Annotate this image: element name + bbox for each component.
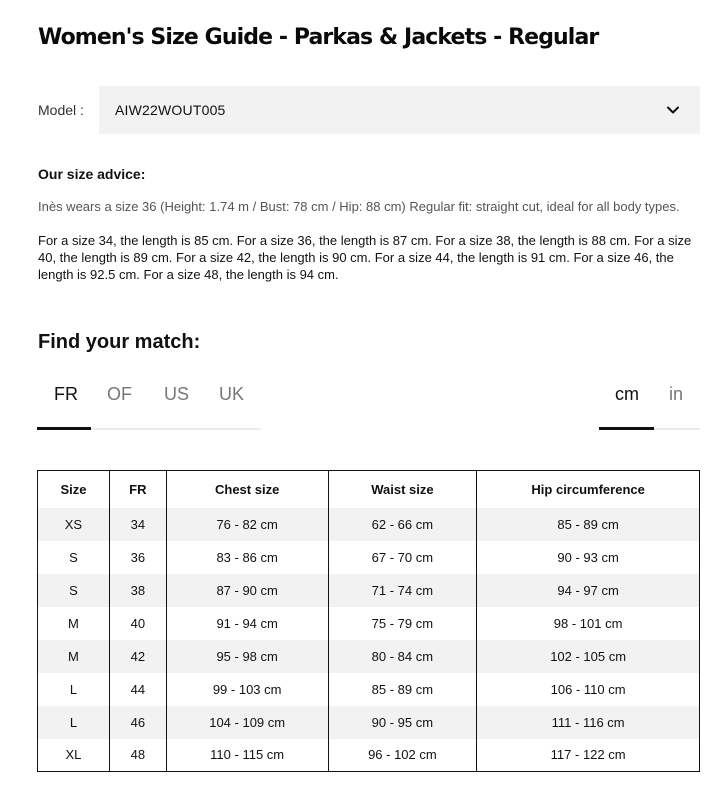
- cell-waist: 80 - 84 cm: [328, 640, 477, 673]
- page-title: Women's Size Guide - Parkas & Jackets - Regular: [38, 25, 599, 50]
- cell-fr: 48: [109, 739, 166, 772]
- table-row: [38, 607, 700, 640]
- table-row: [38, 574, 700, 607]
- cell-fr: 36: [109, 541, 166, 574]
- chevron-down-icon: [666, 103, 680, 117]
- cell-waist: 62 - 66 cm: [328, 508, 477, 541]
- cell-size: XS: [38, 508, 110, 541]
- region-tab-active-indicator: [37, 427, 91, 430]
- table-row: [38, 673, 700, 706]
- cell-size: S: [38, 541, 110, 574]
- header-fr: FR: [109, 471, 166, 508]
- model-label: Model :: [38, 102, 84, 118]
- cell-size: L: [38, 673, 110, 706]
- tab-region-uk[interactable]: UK: [219, 384, 245, 404]
- cell-waist: 85 - 89 cm: [328, 673, 477, 706]
- cell-hip: 85 - 89 cm: [477, 508, 700, 541]
- cell-fr: 34: [109, 508, 166, 541]
- cell-chest: 83 - 86 cm: [166, 541, 328, 574]
- table-row: [38, 739, 700, 772]
- cell-chest: 110 - 115 cm: [166, 739, 328, 772]
- model-select-value: AIW22WOUT005: [115, 102, 226, 118]
- table-row: [38, 706, 700, 739]
- cell-waist: 67 - 70 cm: [328, 541, 477, 574]
- cell-hip: 106 - 110 cm: [477, 673, 700, 706]
- cell-hip: 98 - 101 cm: [477, 607, 700, 640]
- cell-chest: 104 - 109 cm: [166, 706, 328, 739]
- tab-region-of[interactable]: OF: [107, 384, 132, 404]
- cell-size: S: [38, 574, 110, 607]
- cell-fr: 40: [109, 607, 166, 640]
- cell-fr: 42: [109, 640, 166, 673]
- table-row: [38, 640, 700, 673]
- cell-chest: 95 - 98 cm: [166, 640, 328, 673]
- cell-size: L: [38, 706, 110, 739]
- size-advice-model-info: Inès wears a size 36 (Height: 1.74 m / Bust: 78 cm / Hip: 88 cm) Regular fit: straight cut, ideal for all body types.: [38, 199, 680, 214]
- size-table: [37, 470, 700, 772]
- tab-region-fr[interactable]: FR: [54, 384, 78, 404]
- header-size: Size: [38, 471, 110, 508]
- cell-size: M: [38, 607, 110, 640]
- header-waist: Waist size: [328, 471, 477, 508]
- cell-waist: 96 - 102 cm: [328, 739, 477, 772]
- cell-hip: 102 - 105 cm: [477, 640, 700, 673]
- size-advice-title: Our size advice:: [38, 166, 146, 182]
- table-row: [38, 541, 700, 574]
- table-row: [38, 508, 700, 541]
- tab-region-us[interactable]: US: [164, 384, 190, 404]
- tab-unit-cm[interactable]: cm: [615, 384, 639, 404]
- unit-tabs: [599, 372, 700, 430]
- cell-hip: 117 - 122 cm: [477, 739, 700, 772]
- cell-fr: 44: [109, 673, 166, 706]
- table-header-row: [38, 471, 700, 508]
- cell-chest: 99 - 103 cm: [166, 673, 328, 706]
- cell-fr: 46: [109, 706, 166, 739]
- unit-tab-active-indicator: [599, 427, 654, 430]
- region-tabs: [37, 372, 261, 430]
- cell-hip: 90 - 93 cm: [477, 541, 700, 574]
- cell-hip: 94 - 97 cm: [477, 574, 700, 607]
- cell-chest: 76 - 82 cm: [166, 508, 328, 541]
- cell-hip: 111 - 116 cm: [477, 706, 700, 739]
- cell-size: M: [38, 640, 110, 673]
- header-hip: Hip circumference: [477, 471, 700, 508]
- cell-waist: 75 - 79 cm: [328, 607, 477, 640]
- model-select[interactable]: [99, 86, 700, 134]
- cell-chest: 91 - 94 cm: [166, 607, 328, 640]
- cell-chest: 87 - 90 cm: [166, 574, 328, 607]
- header-chest: Chest size: [166, 471, 328, 508]
- tab-unit-in[interactable]: in: [669, 384, 684, 404]
- find-your-match-title: Find your match:: [38, 331, 201, 353]
- cell-size: XL: [38, 739, 110, 772]
- cell-waist: 71 - 74 cm: [328, 574, 477, 607]
- cell-fr: 38: [109, 574, 166, 607]
- size-advice-lengths: For a size 34, the length is 85 cm. For a size 36, the length is 87 cm. For a size 38, the length is 88 cm. For a size 40, the length is 89 cm. For a size 42, the length is 90 cm. For a size 44, the length is 91 cm. For a size 46, the length is 92.5 cm. For a size 48, the length is 94 cm.: [38, 233, 692, 282]
- cell-waist: 90 - 95 cm: [328, 706, 477, 739]
